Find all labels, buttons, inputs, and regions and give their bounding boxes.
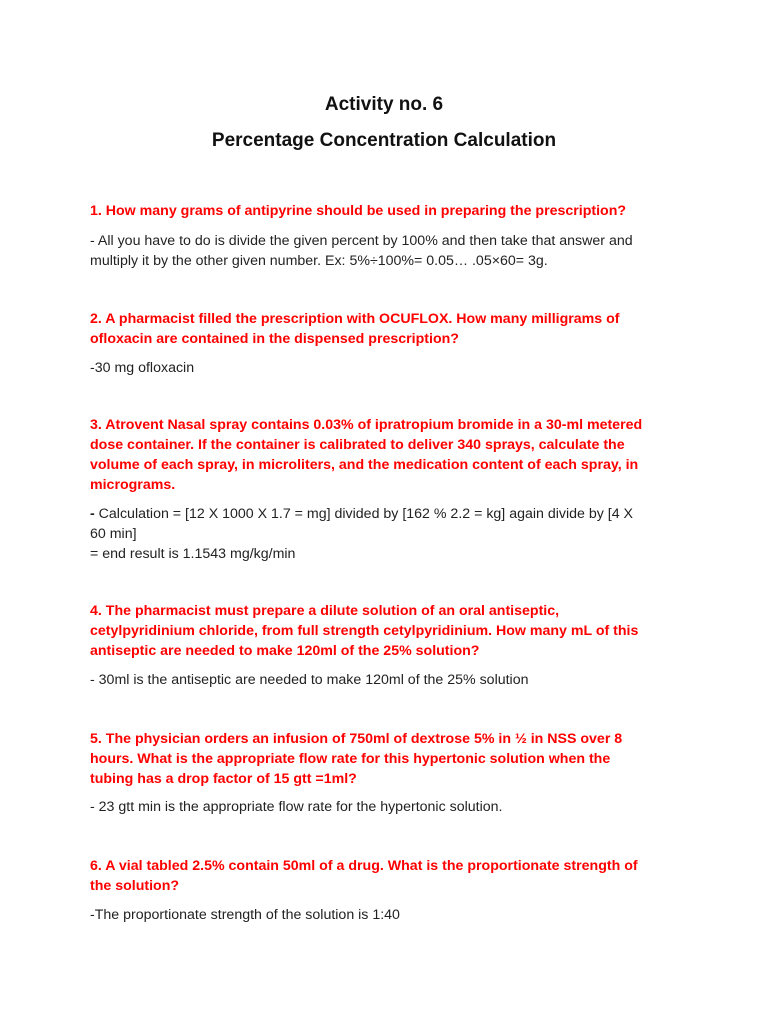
question-5: [90, 729, 690, 789]
question-line: ofloxacin are contained in the dispensed prescription?: [90, 331, 459, 347]
activity-subtitle: Percentage Concentration Calculation: [211, 130, 557, 151]
question-line: 1. How many grams of antipyrine should be used in preparing the prescription?: [90, 203, 627, 219]
answer-dash: -: [90, 506, 95, 522]
answer-line: -30 mg ofloxacin: [90, 360, 195, 376]
question-line: volume of each spray, in microliters, and the medication content of each spray, in: [90, 457, 639, 473]
question-line: tubing has a drop factor of 15 gtt =1ml?: [90, 771, 357, 787]
answer-4: [90, 670, 690, 690]
question-line: micrograms.: [90, 477, 176, 493]
question-line: 4. The pharmacist must prepare a dilute solution of an oral antiseptic,: [90, 603, 560, 619]
answer-line: 60 min]: [90, 526, 137, 542]
question-line: dose container. If the container is calibrated to deliver 340 sprays, calculate the: [90, 437, 625, 453]
answer-line: -The proportionate strength of the solution is 1:40: [90, 907, 400, 923]
question-line: 3. Atrovent Nasal spray contains 0.03% of ipratropium bromide in a 30-ml metered: [90, 417, 643, 433]
answer-5: [90, 797, 690, 817]
answer-6: [90, 905, 690, 925]
answer-1: [90, 231, 690, 271]
question-1: [90, 201, 690, 221]
question-line: 5. The physician orders an infusion of 750ml of dextrose 5% in ½ in NSS over 8: [90, 731, 623, 747]
question-line: cetylpyridinium chloride, from full strength cetylpyridinium. How many mL of this: [90, 623, 639, 639]
answer-line: - 23 gtt min is the appropriate flow rate for the hypertonic solution.: [90, 799, 503, 815]
answer-text: Calculation = [12 X 1000 X 1.7 = mg] divided by [162 % 2.2 = kg] again divide by [4 X: [94, 506, 634, 522]
question-3: [90, 415, 690, 495]
answer-line: multiply it by the other given number. Ex: 5%÷100%= 0.05… .05×60= 3g.: [90, 253, 548, 269]
question-line: antiseptic are needed to make 120ml of the 25% solution?: [90, 643, 480, 659]
question-2: [90, 309, 690, 349]
question-6: [90, 856, 690, 896]
activity-title: Activity no. 6: [324, 94, 444, 115]
answer-line: - All you have to do is divide the given percent by 100% and then take that answer and: [90, 233, 633, 249]
question-line: the solution?: [90, 878, 180, 894]
answer-3: [90, 504, 690, 564]
question-line: 2. A pharmacist filled the prescription with OCUFLOX. How many milligrams of: [90, 311, 620, 327]
answer-line: = end result is 1.1543 mg/kg/min: [90, 546, 296, 562]
answer-line: [90, 504, 690, 524]
answer-2: [90, 358, 690, 378]
answer-line: - 30ml is the antiseptic are needed to make 120ml of the 25% solution: [90, 672, 529, 688]
question-4: [90, 601, 690, 661]
question-line: hours. What is the appropriate flow rate for this hypertonic solution when the: [90, 751, 611, 767]
question-line: 6. A vial tabled 2.5% contain 50ml of a drug. What is the proportionate strength of: [90, 858, 638, 874]
